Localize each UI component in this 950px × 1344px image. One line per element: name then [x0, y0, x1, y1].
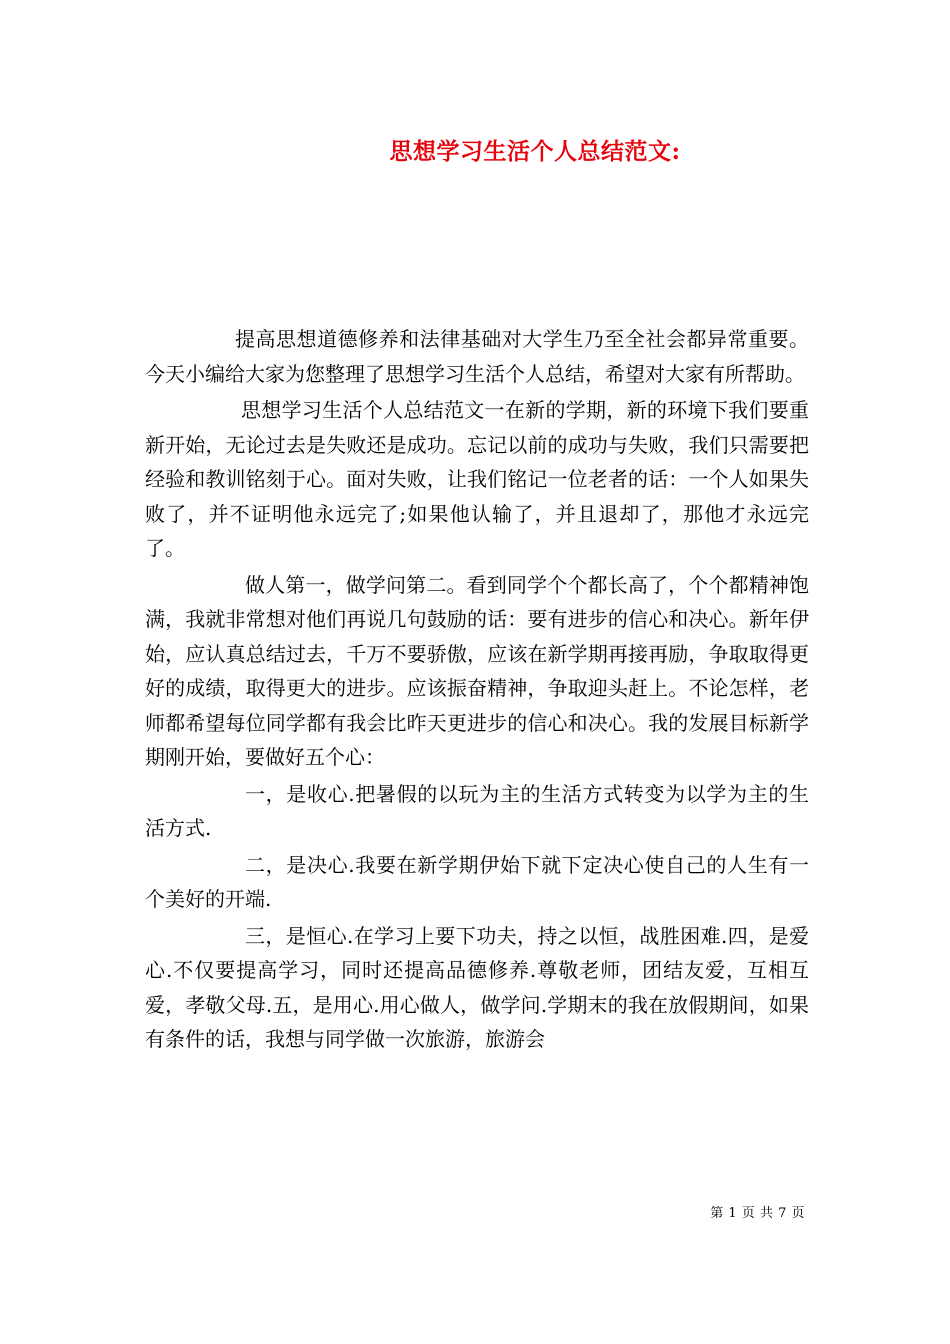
- paragraph-intro: 提高思想道德修养和法律基础对大学生乃至全社会都异常重要。今天小编给大家为您整理了思想学习生活个人总结，希望对大家有所帮助。: [145, 327, 809, 386]
- paragraph-point-three: 三，是恒心.在学习上要下功夫，持之以恒，战胜困难.四，是爱心.不仅要提高学习，同时还提高品德修养.尊敬老师，团结友爱，互相互爱，孝敬父母.五，是用心.用心做人，做学问.学期末的我在放假期间，如果有条件的话，我想与同学做一次旅游，旅游会: [145, 923, 809, 1051]
- document-title: 思想学习生活个人总结范文:: [389, 138, 681, 165]
- paragraph-point-one: 一，是收心.把暑假的以玩为主的生活方式转变为以学为主的生活方式.: [145, 781, 809, 840]
- document-body: [145, 322, 809, 1059]
- paragraph-sample-one: 思想学习生活个人总结范文一在新的学期，新的环境下我们要重新开始，无论过去是失败还是成功。忘记以前的成功与失败，我们只需要把经验和教训铭刻于心。面对失败，让我们铭记一位老者的话：一个人如果失败了，并不证明他永远完了;如果他认输了，并且退却了，那他才永远完了。: [145, 398, 809, 560]
- paragraph-goals: 做人第一，做学问第二。看到同学个个都长高了，个个都精神饱满，我就非常想对他们再说几句鼓励的话：要有进步的信心和决心。新年伊始，应认真总结过去，千万不要骄傲，应该在新学期再接再励，争取取得更好的成绩，取得更大的进步。应该振奋精神，争取迎头赶上。不论怎样，老师都希望每位同学都有我会比昨天更进步的信心和决心。我的发展目标新学期刚开始，要做好五个心：: [145, 572, 809, 769]
- paragraph-point-two: 二，是决心.我要在新学期伊始下就下定决心使自己的人生有一个美好的开端.: [145, 852, 809, 911]
- page-number-footer: 第 1 页 共 7 页: [710, 1206, 805, 1221]
